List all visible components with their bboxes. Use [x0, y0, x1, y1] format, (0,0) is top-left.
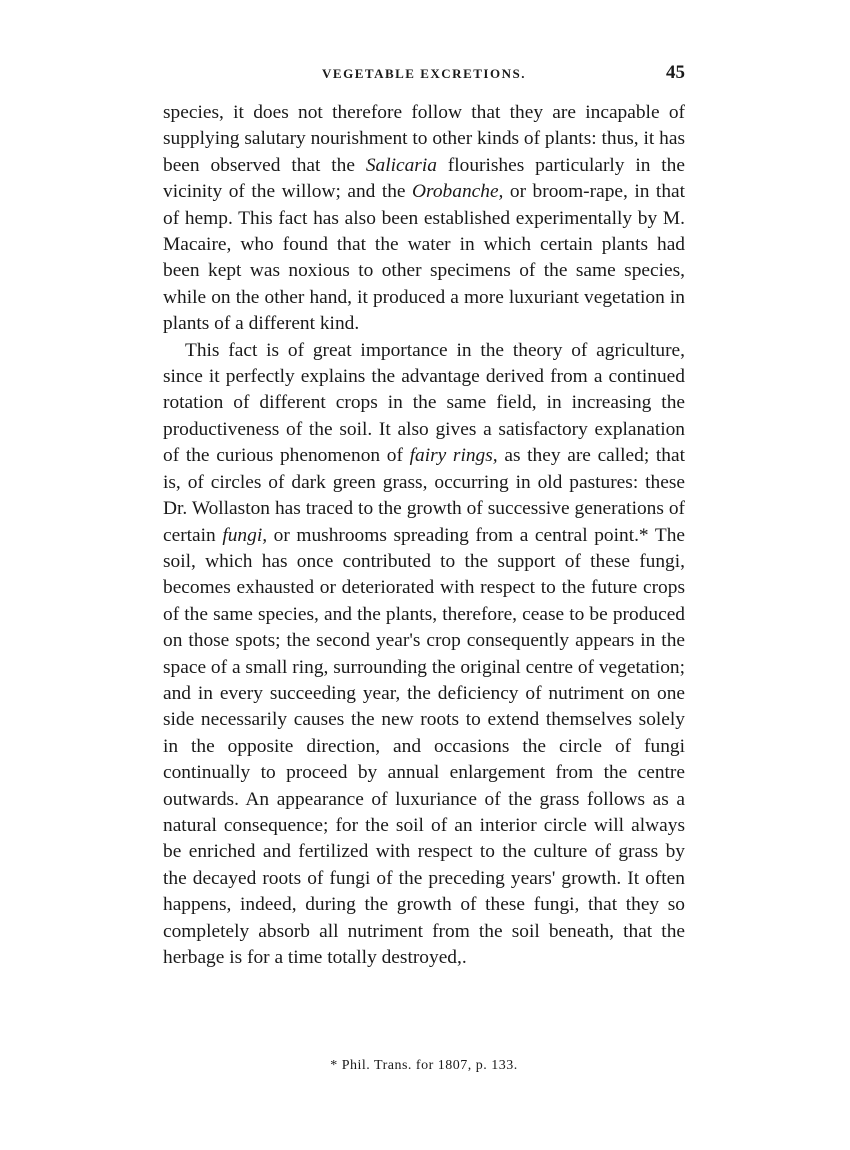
paragraph-text: This fact is of great importance in the theory of agriculture, since it perfectly explains the advantage derived from a continued rotation of different crops in the same field, in increasing the productiveness of the soil. It also gives a satisfactory explanation of the curious phenomenon of	[163, 339, 685, 467]
paragraph-continued	[163, 100, 685, 338]
paragraph-text: species, it does not therefore follow that they are incapable of supplying salutary nourishment to other kinds of plants: thus, it has been observed that the	[163, 102, 685, 176]
paragraph-fairy-rings	[163, 338, 685, 972]
footnote: * Phil. Trans. for 1807, p. 133.	[330, 1058, 518, 1073]
paragraph-text: as they are called; that is, of circles of dark green grass, occurring in old pastures: these Dr. Wollaston has traced to the growth of successive generations of certain	[163, 445, 685, 546]
page-number: 45	[666, 62, 685, 83]
body-text	[163, 100, 685, 971]
italic-term-orobanche: Orobanche,	[412, 181, 504, 203]
running-head	[163, 62, 685, 86]
paragraph-text: or broom-rape, in that of hemp. This fact has also been established experimentally by M. Macaire, who found that the water in which certain plants had been kept was noxious to other specimens of the same species, while on the other hand, it produced a more luxuriant vegetation in plants of a different kind.	[163, 181, 686, 335]
italic-term-salicaria: Salicaria	[365, 154, 437, 176]
paragraph-text: flourishes particularly in the vicinity of the willow; and the	[163, 154, 685, 203]
italic-term-fungi: fungi,	[222, 524, 268, 546]
italic-term-fairy-rings: fairy rings,	[409, 445, 498, 467]
paragraph-text: or mushrooms spreading from a central point.* The soil, which has once contributed to the support of these fungi, becomes exhausted or deteriorated with respect to the future crops of the same species, and the plants, therefore, cease to be produced on those spots; the second year's crop consequently appears in the space of a small ring, surrounding the original centre of vegetation; and in every succeeding year, the deficiency of nutriment on one side necessarily causes the new roots to extend themselves solely in the opposite direction, and occasions the circle of fungi continually to proceed by annual enlargement from the centre outwards. An appearance of luxuriance of the grass follows as a natural consequence; for the soil of an interior circle will always be enriched and fertilized with respect to the culture of grass by the decayed roots of fungi of the preceding years' growth. It often happens, indeed, during the growth of these fungi, that they so completely absorb all nutriment from the soil beneath, that the herbage is for a time totally destroyed,.	[163, 524, 685, 968]
running-title: VEGETABLE EXCRETIONS.	[322, 66, 526, 81]
